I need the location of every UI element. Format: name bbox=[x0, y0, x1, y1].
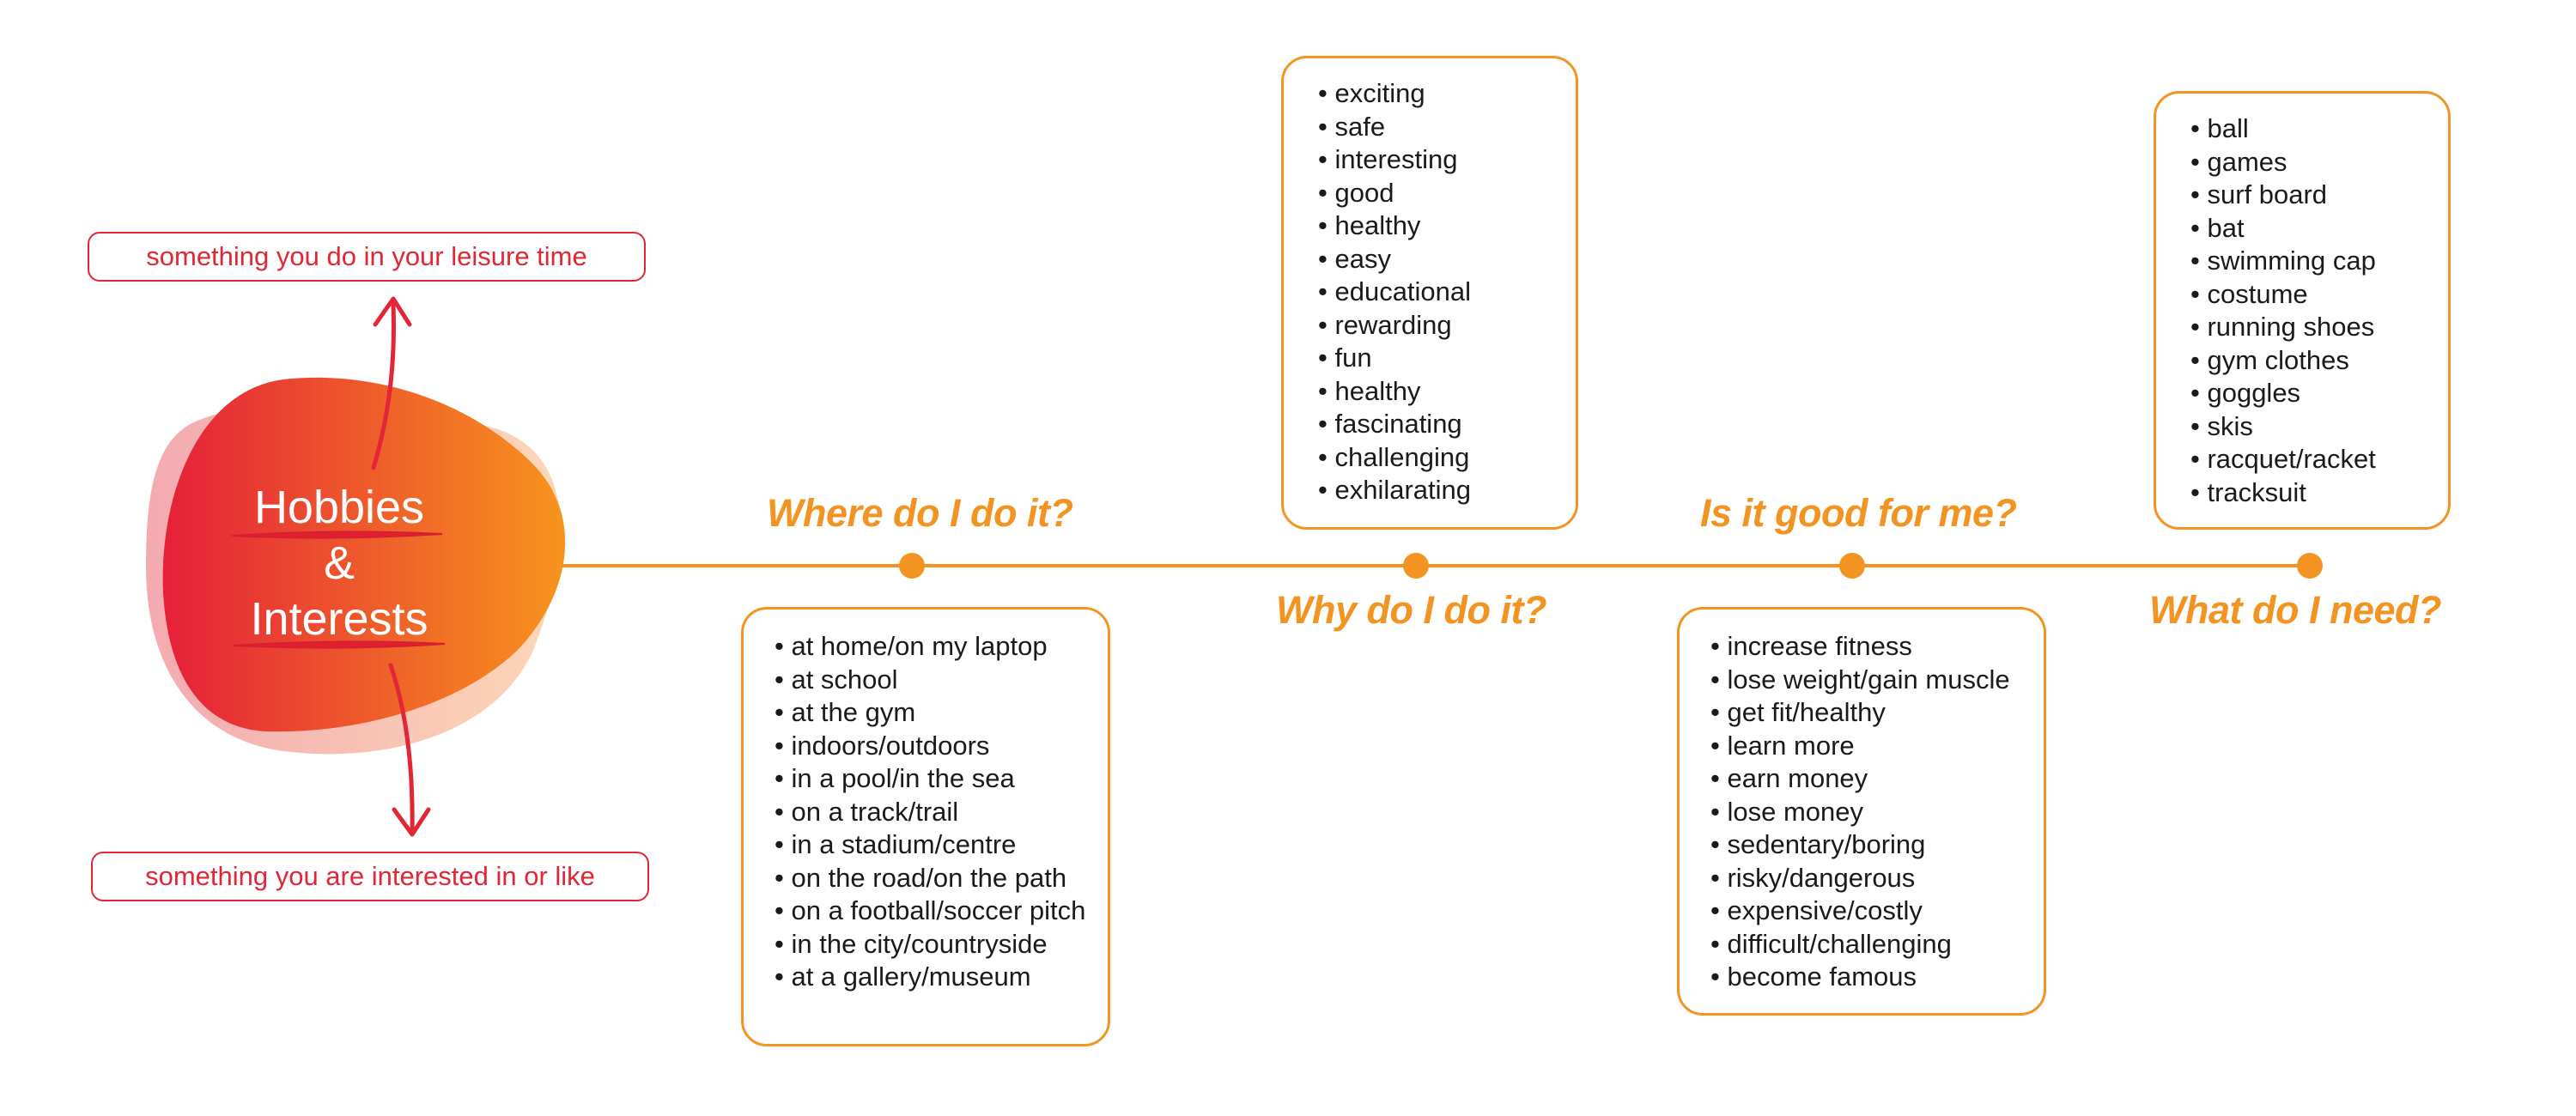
definition-interest: something you are interested in or like bbox=[91, 852, 649, 901]
need-list bbox=[2190, 112, 2439, 509]
list-item: • on a track/trail bbox=[775, 796, 1092, 829]
definition-leisure: something you do in your leisure time bbox=[88, 232, 646, 282]
list-item: • at a gallery/museum bbox=[775, 961, 1092, 994]
need-box bbox=[2154, 91, 2451, 530]
list-item: • educational bbox=[1318, 276, 1567, 309]
list-item: • interesting bbox=[1318, 143, 1567, 177]
list-item: • ball bbox=[2190, 112, 2439, 146]
list-item: • get fit/healthy bbox=[1710, 696, 2035, 730]
timeline-node-good bbox=[1839, 553, 1865, 579]
where-box bbox=[741, 607, 1110, 1046]
hub-title-line3: Interests bbox=[250, 593, 428, 645]
why-box bbox=[1281, 56, 1578, 530]
good-list bbox=[1710, 630, 2035, 994]
list-item: • in a stadium/centre bbox=[775, 828, 1092, 862]
good-box bbox=[1677, 607, 2046, 1016]
list-item: • racquet/racket bbox=[2190, 443, 2439, 476]
list-item: • skis bbox=[2190, 410, 2439, 444]
list-item: • easy bbox=[1318, 243, 1567, 276]
list-item: • learn more bbox=[1710, 730, 2035, 763]
hub-title-line2: & bbox=[323, 537, 355, 589]
list-item: • risky/dangerous bbox=[1710, 862, 2035, 895]
list-item: • in the city/countryside bbox=[775, 928, 1092, 961]
list-item: • at the gym bbox=[775, 696, 1092, 730]
list-item: • games bbox=[2190, 146, 2439, 179]
list-item: • good bbox=[1318, 177, 1567, 210]
list-item: • lose weight/gain muscle bbox=[1710, 664, 2035, 697]
list-item: • in a pool/in the sea bbox=[775, 762, 1092, 796]
question-need: What do I need? bbox=[2149, 588, 2441, 632]
list-item: • rewarding bbox=[1318, 309, 1567, 343]
question-where: Where do I do it? bbox=[767, 491, 1073, 535]
list-item: • sedentary/boring bbox=[1710, 828, 2035, 862]
list-item: • at school bbox=[775, 664, 1092, 697]
where-list bbox=[775, 630, 1092, 994]
why-list bbox=[1318, 77, 1567, 507]
list-item: • healthy bbox=[1318, 209, 1567, 243]
list-item: • running shoes bbox=[2190, 311, 2439, 344]
list-item: • bat bbox=[2190, 212, 2439, 246]
list-item: • at home/on my laptop bbox=[775, 630, 1092, 664]
timeline-node-need bbox=[2297, 553, 2323, 579]
list-item: • fascinating bbox=[1318, 408, 1567, 441]
list-item: • indoors/outdoors bbox=[775, 730, 1092, 763]
list-item: • surf board bbox=[2190, 179, 2439, 212]
list-item: • become famous bbox=[1710, 961, 2035, 994]
question-good: Is it good for me? bbox=[1700, 491, 2017, 535]
list-item: • lose money bbox=[1710, 796, 2035, 829]
hub-title-line1: Hobbies bbox=[253, 482, 425, 533]
list-item: • increase fitness bbox=[1710, 630, 2035, 664]
list-item: • expensive/costly bbox=[1710, 895, 2035, 928]
list-item: • exhilarating bbox=[1318, 474, 1567, 507]
list-item: • on the road/on the path bbox=[775, 862, 1092, 895]
list-item: • difficult/challenging bbox=[1710, 928, 2035, 961]
list-item: • safe bbox=[1318, 111, 1567, 144]
timeline-node-why bbox=[1403, 553, 1429, 579]
timeline-node-where bbox=[899, 553, 925, 579]
list-item: • on a football/soccer pitch bbox=[775, 895, 1092, 928]
question-why: Why do I do it? bbox=[1276, 588, 1546, 632]
list-item: • tracksuit bbox=[2190, 476, 2439, 510]
list-item: • challenging bbox=[1318, 441, 1567, 475]
list-item: • exciting bbox=[1318, 77, 1567, 111]
list-item: • earn money bbox=[1710, 762, 2035, 796]
list-item: • swimming cap bbox=[2190, 245, 2439, 278]
list-item: • goggles bbox=[2190, 377, 2439, 410]
list-item: • costume bbox=[2190, 278, 2439, 312]
list-item: • healthy bbox=[1318, 375, 1567, 409]
list-item: • fun bbox=[1318, 342, 1567, 375]
list-item: • gym clothes bbox=[2190, 344, 2439, 378]
